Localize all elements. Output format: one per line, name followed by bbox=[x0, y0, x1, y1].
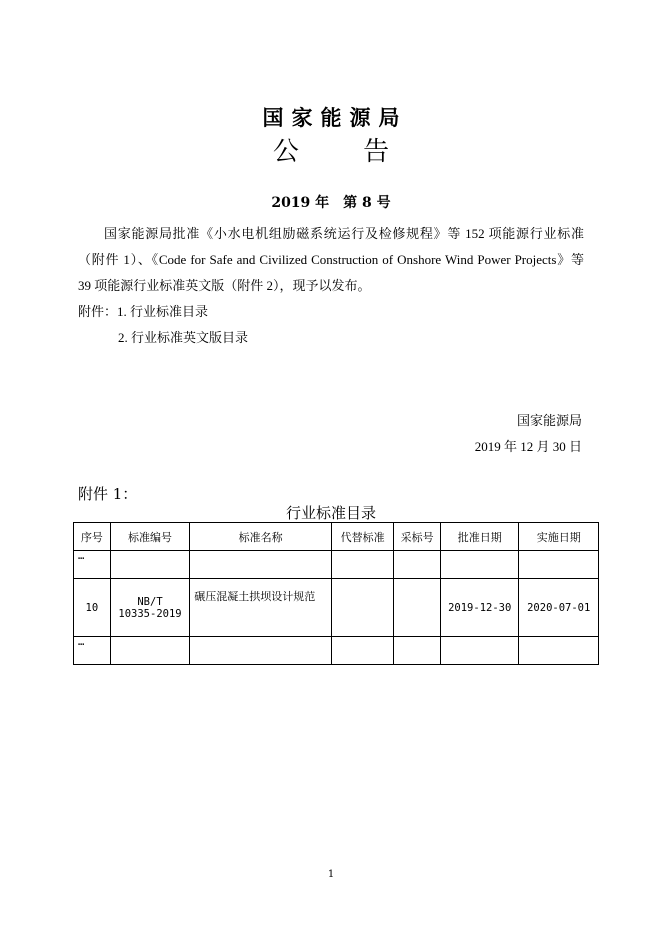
column-header-effective: 实施日期 bbox=[519, 523, 599, 551]
table-cell bbox=[331, 637, 393, 665]
table-cell bbox=[519, 551, 599, 579]
table-cell bbox=[110, 551, 190, 579]
cell-seq: 10 bbox=[74, 579, 111, 637]
table-cell bbox=[394, 551, 441, 579]
document-number: 2019 年 第 8 号 bbox=[271, 195, 391, 211]
table-cell bbox=[440, 551, 519, 579]
column-header-adopted: 采标号 bbox=[394, 523, 441, 551]
column-header-approved: 批准日期 bbox=[440, 523, 519, 551]
announcement-title: 公 告 bbox=[272, 137, 418, 167]
cell-name: 碾压混凝土拱坝设计规范 bbox=[190, 579, 332, 637]
attachment-line-1: 附件：1. 行业标准目录 bbox=[78, 304, 209, 319]
table-cell bbox=[440, 637, 519, 665]
table-cell bbox=[331, 551, 393, 579]
column-header-seq: 序号 bbox=[74, 523, 111, 551]
ellipsis-cell: … bbox=[74, 637, 111, 665]
cell-code-line1: NB/T bbox=[137, 595, 163, 608]
table-header-row bbox=[74, 523, 599, 551]
table-title: 行业标准目录 bbox=[285, 504, 376, 522]
table-cell bbox=[190, 637, 332, 665]
table-row-ellipsis-top bbox=[74, 551, 599, 579]
page-number: 1 bbox=[327, 869, 335, 880]
column-header-replaces: 代替标准 bbox=[331, 523, 393, 551]
cell-code-line2: 10335-2019 bbox=[118, 607, 182, 620]
announcement-paragraph: 国家能源局批准《小水电机组励磁系统运行及检修规程》等 152 项能源行业标准（附件 1）、《Code for Safe and Civilized Construction of Onshore Wind Power Projects》等 39 项能源行业标准英文版（附件 2），现予以发布。 bbox=[78, 226, 584, 293]
table-row-ellipsis-bottom bbox=[74, 637, 599, 665]
cell-code bbox=[110, 579, 190, 637]
signature-date: 2019 年 12 月 30 日 bbox=[474, 439, 582, 454]
table-cell bbox=[190, 551, 332, 579]
cell-approved: 2019-12-30 bbox=[440, 579, 519, 637]
table-cell bbox=[394, 637, 441, 665]
ellipsis-cell: … bbox=[74, 551, 111, 579]
standards-table bbox=[73, 522, 599, 665]
column-header-code: 标准编号 bbox=[110, 523, 190, 551]
signature-org: 国家能源局 bbox=[516, 413, 582, 428]
table-cell bbox=[110, 637, 190, 665]
attachment-line-2: 2. 行业标准英文版目录 bbox=[118, 330, 249, 345]
table-row bbox=[74, 579, 599, 637]
issuing-agency-title: 国家能源局 bbox=[262, 105, 408, 130]
table-cell bbox=[519, 637, 599, 665]
cell-effective: 2020-07-01 bbox=[519, 579, 599, 637]
appendix-label: 附件 1： bbox=[78, 485, 138, 503]
column-header-name: 标准名称 bbox=[190, 523, 332, 551]
cell-adopted bbox=[394, 579, 441, 637]
cell-replaces bbox=[331, 579, 393, 637]
